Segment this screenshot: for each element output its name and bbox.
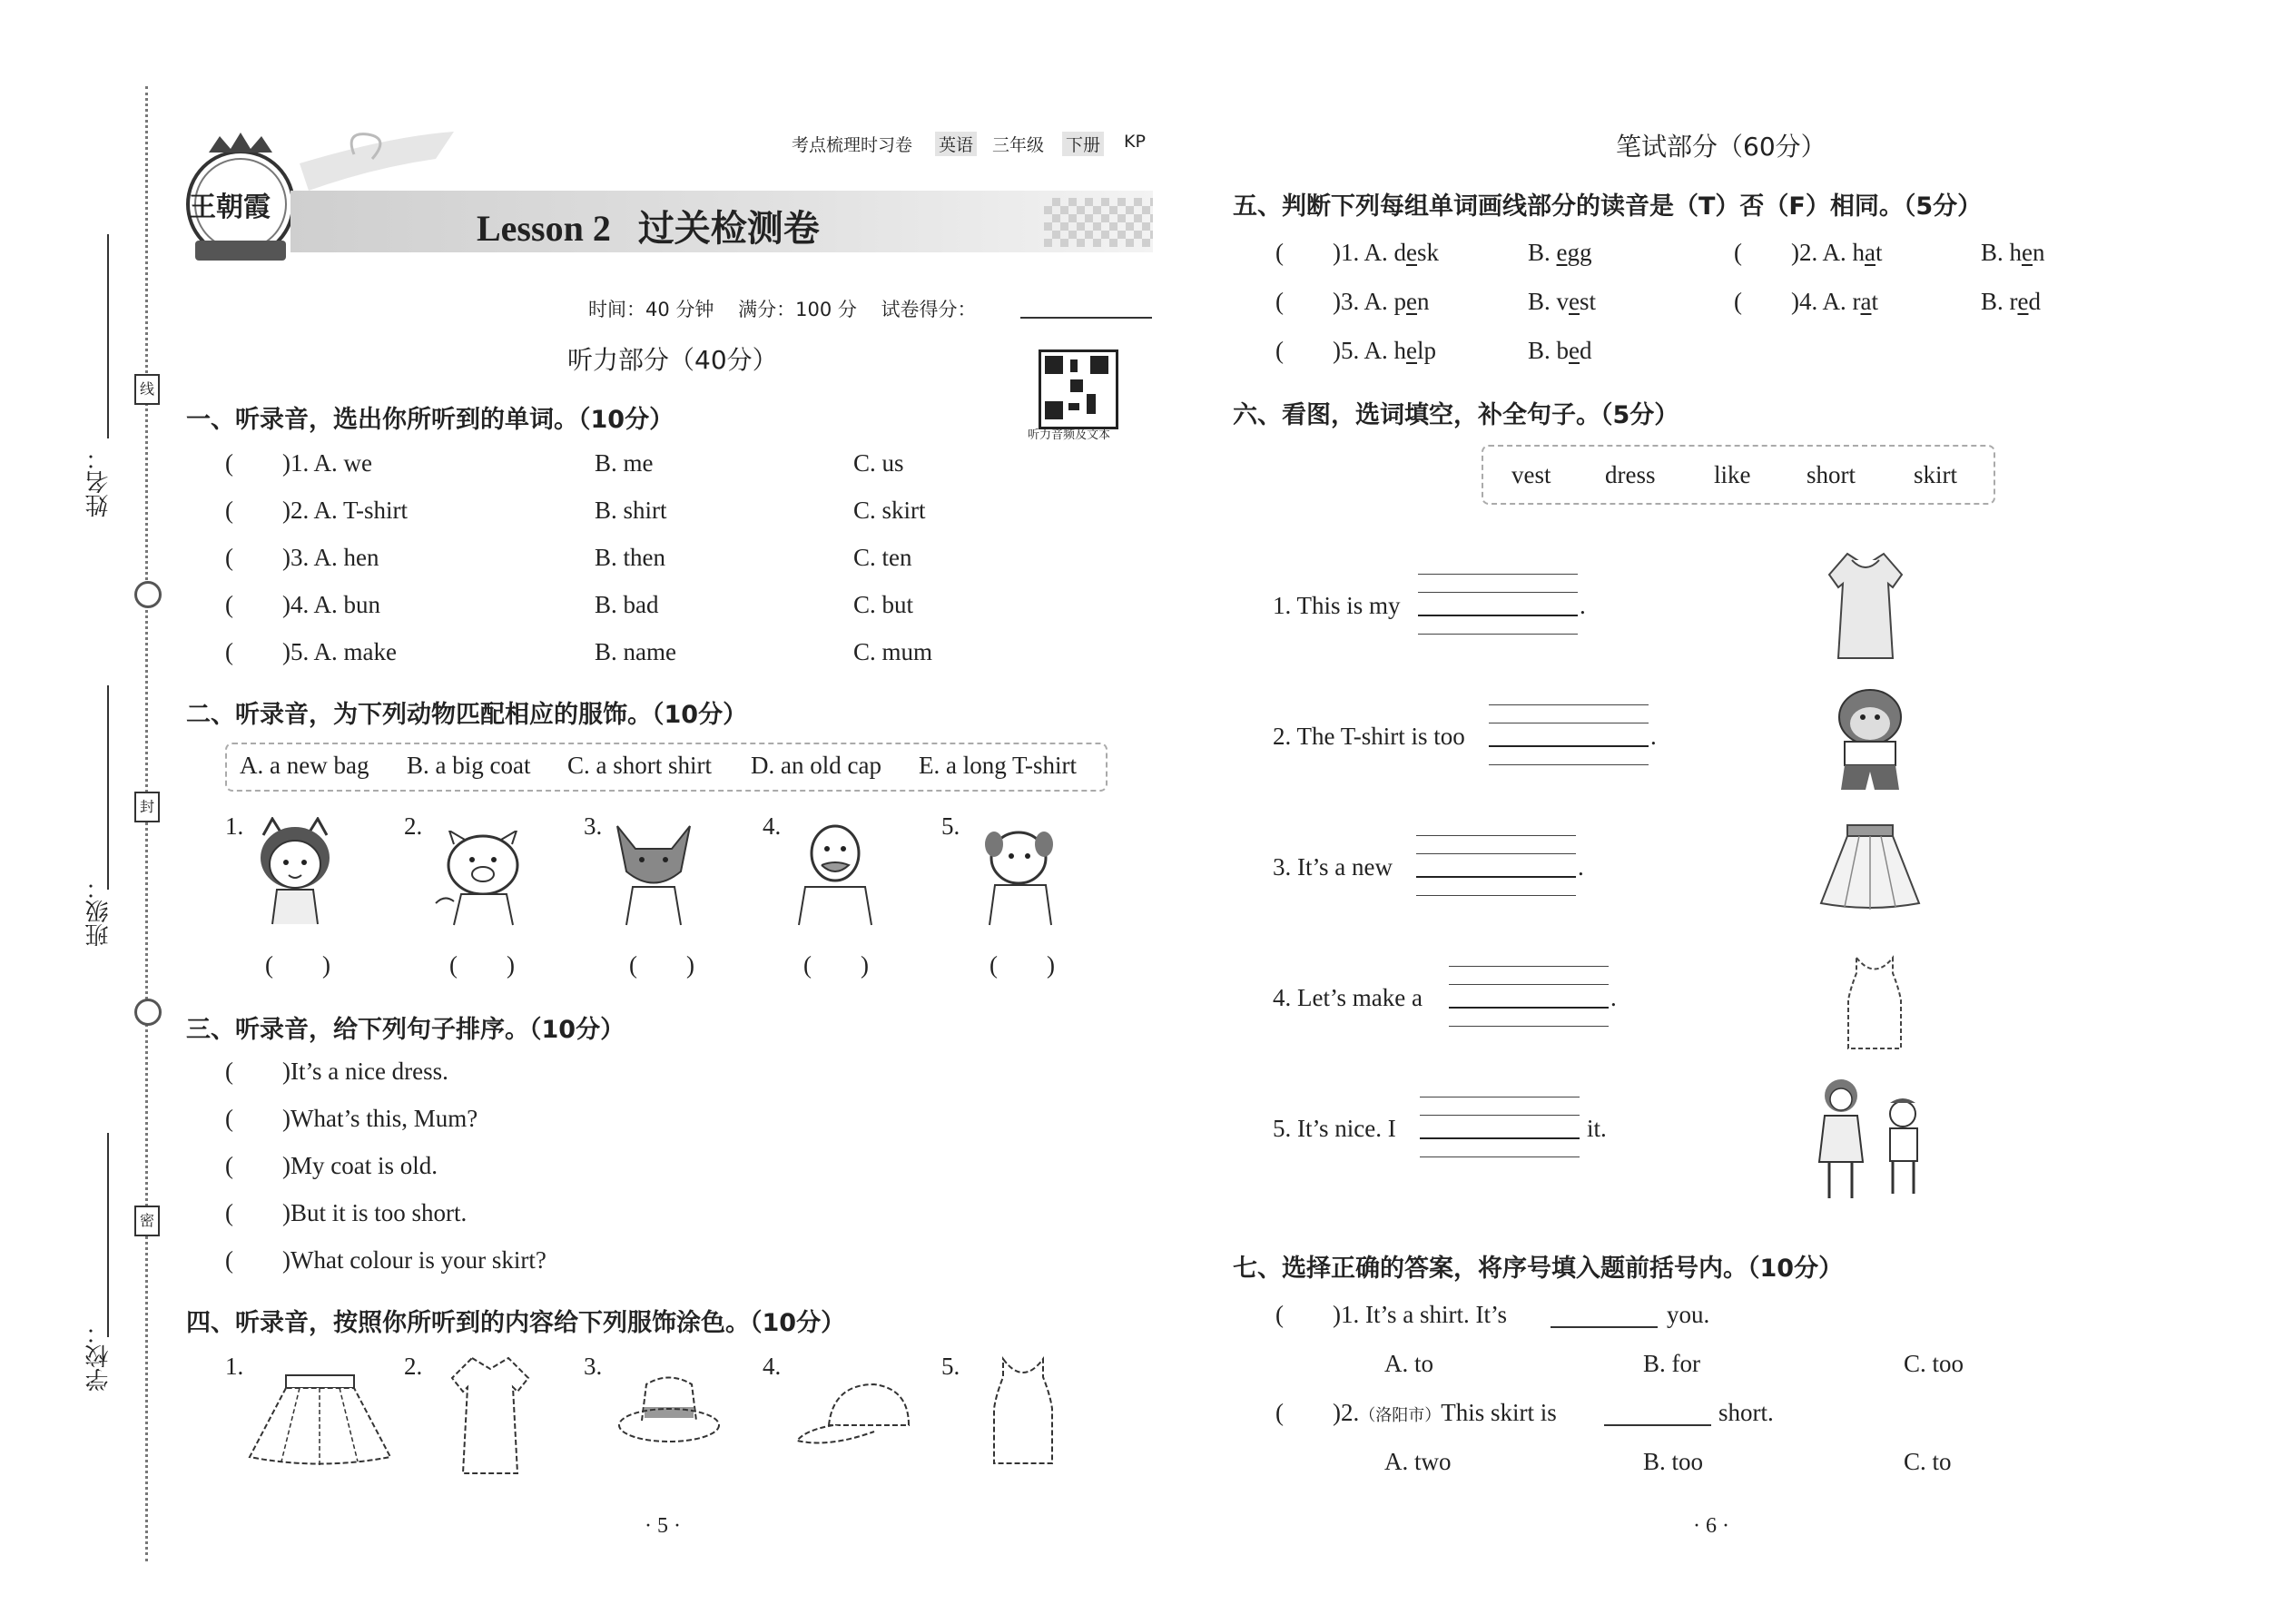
skirt-outline-icon[interactable] [245,1371,395,1471]
s2-answer[interactable]: ( ) [265,951,330,979]
s2-answer[interactable]: ( ) [989,951,1055,979]
s6-sentence-post: it. [1587,1115,1607,1142]
answer-blank[interactable] [1416,876,1576,878]
binding-ring-icon [134,581,162,608]
s1-option-c: C. ten [853,544,912,571]
writing-line [1489,704,1649,705]
s6-sentence-pre: 3. It’s a new [1273,853,1393,881]
section1-title: 一、听录音，选出你所听到的单词。（10分） [186,406,674,434]
dress-outline-icon[interactable] [445,1351,536,1478]
s6-sentence-post: . [1578,853,1584,881]
writing-line [1449,966,1609,967]
class-label: 班级： [85,876,113,947]
binding-ring-icon [134,999,162,1026]
s7-q2-blank[interactable] [1604,1424,1711,1426]
s2-num: 2. [404,812,423,840]
binding-dotted-line [145,86,148,1561]
s7-q1-option-c[interactable]: C. too [1904,1350,1964,1377]
s4-num: 4. [763,1353,782,1380]
duck-icon [785,822,881,926]
s2-num: 5. [941,812,960,840]
s3-item[interactable]: ( )What’s this, Mum? [225,1105,478,1132]
name-label: 姓名： [85,447,113,517]
s6-sentence-pre: 4. Let’s make a [1273,984,1423,1011]
s2-option: C. a short shirt [567,752,712,779]
page-number-right: · 6 · [1693,1514,1729,1538]
written-part-title: 笔试部分（60分） [1616,132,1826,162]
s1-option-c: C. mum [853,638,933,665]
qr-code-icon[interactable] [1039,349,1118,429]
grade-label: 三年级 [992,135,1045,155]
s1-item[interactable]: ( )2. A. T-shirt [225,497,409,524]
s5-item-a[interactable]: ( )1. A. desk [1275,239,1439,266]
writing-line [1418,574,1578,575]
writing-line [1418,634,1578,635]
s2-num: 4. [763,812,782,840]
s6-sentence-pre: 2. The T-shirt is too [1273,723,1465,750]
s5-item-b: B. red [1981,288,2041,315]
s7-q1-end: you. [1667,1301,1710,1328]
s7-q2-option-c[interactable]: C. to [1904,1448,1952,1475]
s6-word: like [1714,461,1751,488]
score-blank[interactable] [1020,317,1152,319]
s7-q2-end: short. [1718,1399,1774,1426]
s2-answer[interactable]: ( ) [629,951,694,979]
s4-num: 3. [584,1353,603,1380]
s5-item-a[interactable]: ( )3. A. pen [1275,288,1430,315]
s7-q1-blank[interactable] [1551,1326,1658,1328]
s7-q2[interactable]: ( )2.（洛阳市）This skirt is [1275,1399,1557,1426]
s1-option-c: C. us [853,449,904,477]
s3-item[interactable]: ( )My coat is old. [225,1152,438,1179]
girl-cat-icon [245,817,345,926]
girl-and-boy-icon [1807,1076,1934,1207]
section2-title: 二、听录音，为下列动物匹配相应的服饰。（10分） [186,701,748,729]
dog-icon [971,822,1071,926]
vest-picture-icon [1843,953,1906,1053]
subject-label: 英语 [935,132,977,156]
seal-char-close: 密 [134,1206,160,1236]
title-checker-pattern [1044,198,1153,247]
writing-line [1416,835,1576,836]
s7-q2-option-a[interactable]: A. two [1384,1448,1452,1475]
s6-word: dress [1605,461,1656,488]
answer-blank[interactable] [1420,1137,1580,1139]
cap-outline-icon[interactable] [793,1375,915,1452]
s6-sentence-pre: 5. It’s nice. I [1273,1115,1396,1142]
s3-item[interactable]: ( )What colour is your skirt? [225,1246,546,1274]
s1-item[interactable]: ( )3. A. hen [225,544,379,571]
vest-outline-icon[interactable] [987,1354,1059,1468]
s7-q1-option-a[interactable]: A. to [1384,1350,1433,1377]
pig-icon [427,831,536,926]
qr-caption: 听力音频及文本 [1028,428,1111,442]
s5-item-b: B. egg [1528,239,1592,266]
s3-item[interactable]: ( )But it is too short. [225,1199,468,1226]
s7-q1-option-b[interactable]: B. for [1643,1350,1700,1377]
s6-sentence-pre: 1. This is my [1273,592,1401,619]
writing-line [1449,1026,1609,1027]
class-field[interactable] [107,685,109,890]
hat-outline-icon[interactable] [615,1371,724,1452]
writing-line [1449,984,1609,985]
s6-word: short [1807,461,1856,488]
s2-answer[interactable]: ( ) [449,951,515,979]
s1-option-b: B. then [595,544,665,571]
seal-char-line: 线 [134,374,160,405]
section3-title: 三、听录音，给下列句子排序。（10分） [186,1016,625,1044]
answer-blank[interactable] [1418,615,1578,616]
s3-item[interactable]: ( )It’s a nice dress. [225,1058,448,1085]
page-title: Lesson 2 过关检测卷 [477,208,820,249]
seal-char-seal: 封 [134,792,160,822]
exam-info: 时间：40 分钟 满分：100 分 试卷得分： [588,299,977,320]
skirt-picture-icon [1816,822,1925,912]
s6-sentence-post: . [1580,592,1586,619]
section6-title: 六、看图，选词填空，补全句子。（5分） [1233,401,1679,429]
dress-picture-icon [1825,549,1906,663]
section5-title: 五、判断下列每组单词画线部分的读音是（T）否（F）相同。（5分） [1233,192,1983,221]
s2-option: D. an old cap [751,752,881,779]
name-field[interactable] [107,234,109,438]
s5-item-a[interactable]: ( )4. A. rat [1734,288,1878,315]
s5-item-b: B. vest [1528,288,1597,315]
s4-num: 1. [225,1353,244,1380]
writing-line [1420,1156,1580,1157]
school-label: 学校： [85,1321,113,1392]
s5-item-b: B. bed [1528,337,1592,364]
s2-answer[interactable]: ( ) [803,951,869,979]
edition-label: KP [1124,132,1146,152]
monkey-in-tshirt-icon [1825,685,1915,794]
s7-q2-option-b[interactable]: B. too [1643,1448,1704,1475]
s1-option-b: B. bad [595,591,659,618]
section4-title: 四、听录音，按照你所听到的内容给下列服饰涂色。（10分） [186,1309,846,1337]
answer-blank[interactable] [1489,745,1649,747]
s1-option-b: B. shirt [595,497,667,524]
s2-num: 3. [584,812,603,840]
answer-blank[interactable] [1449,1007,1609,1009]
writing-line [1416,895,1576,896]
s6-word: vest [1511,461,1551,488]
s4-num: 5. [941,1353,960,1380]
writing-line [1418,592,1578,593]
s5-item-a[interactable]: ( )5. A. help [1275,337,1436,364]
s1-option-c: C. skirt [853,497,926,524]
s1-option-b: B. name [595,638,676,665]
s1-item[interactable]: ( )1. A. we [225,449,372,477]
s6-word: skirt [1914,461,1958,488]
series-label: 考点梳理时习卷 [792,135,913,155]
listening-part-title: 听力部分（40分） [567,345,778,375]
s1-item[interactable]: ( )5. A. make [225,638,397,665]
s7-q1-stem[interactable]: ( )1. It’s a shirt. It’s [1275,1301,1507,1328]
s2-option: B. a big coat [407,752,531,779]
fox-icon [604,822,704,926]
volume-label: 下册 [1062,132,1104,156]
s4-num: 2. [404,1353,423,1380]
s5-item-a[interactable]: ( )2. A. hat [1734,239,1883,266]
brand-name: 王朝霞 [189,192,271,223]
school-field[interactable] [107,1133,109,1337]
s2-num: 1. [225,812,244,840]
s2-option: E. a long T-shirt [919,752,1077,779]
s6-sentence-post: . [1610,984,1617,1011]
s5-item-b: B. hen [1981,239,2045,266]
s1-item[interactable]: ( )4. A. bun [225,591,380,618]
s6-sentence-post: . [1650,723,1657,750]
section7-title: 七、选择正确的答案，将序号填入题前括号内。（10分） [1233,1255,1844,1283]
writing-line [1420,1115,1580,1116]
writing-line [1416,853,1576,854]
page-number-left: · 5 · [645,1514,681,1538]
s2-option: A. a new bag [240,752,369,779]
s1-option-c: C. but [853,591,914,618]
s1-option-b: B. me [595,449,654,477]
writing-line [1489,764,1649,765]
